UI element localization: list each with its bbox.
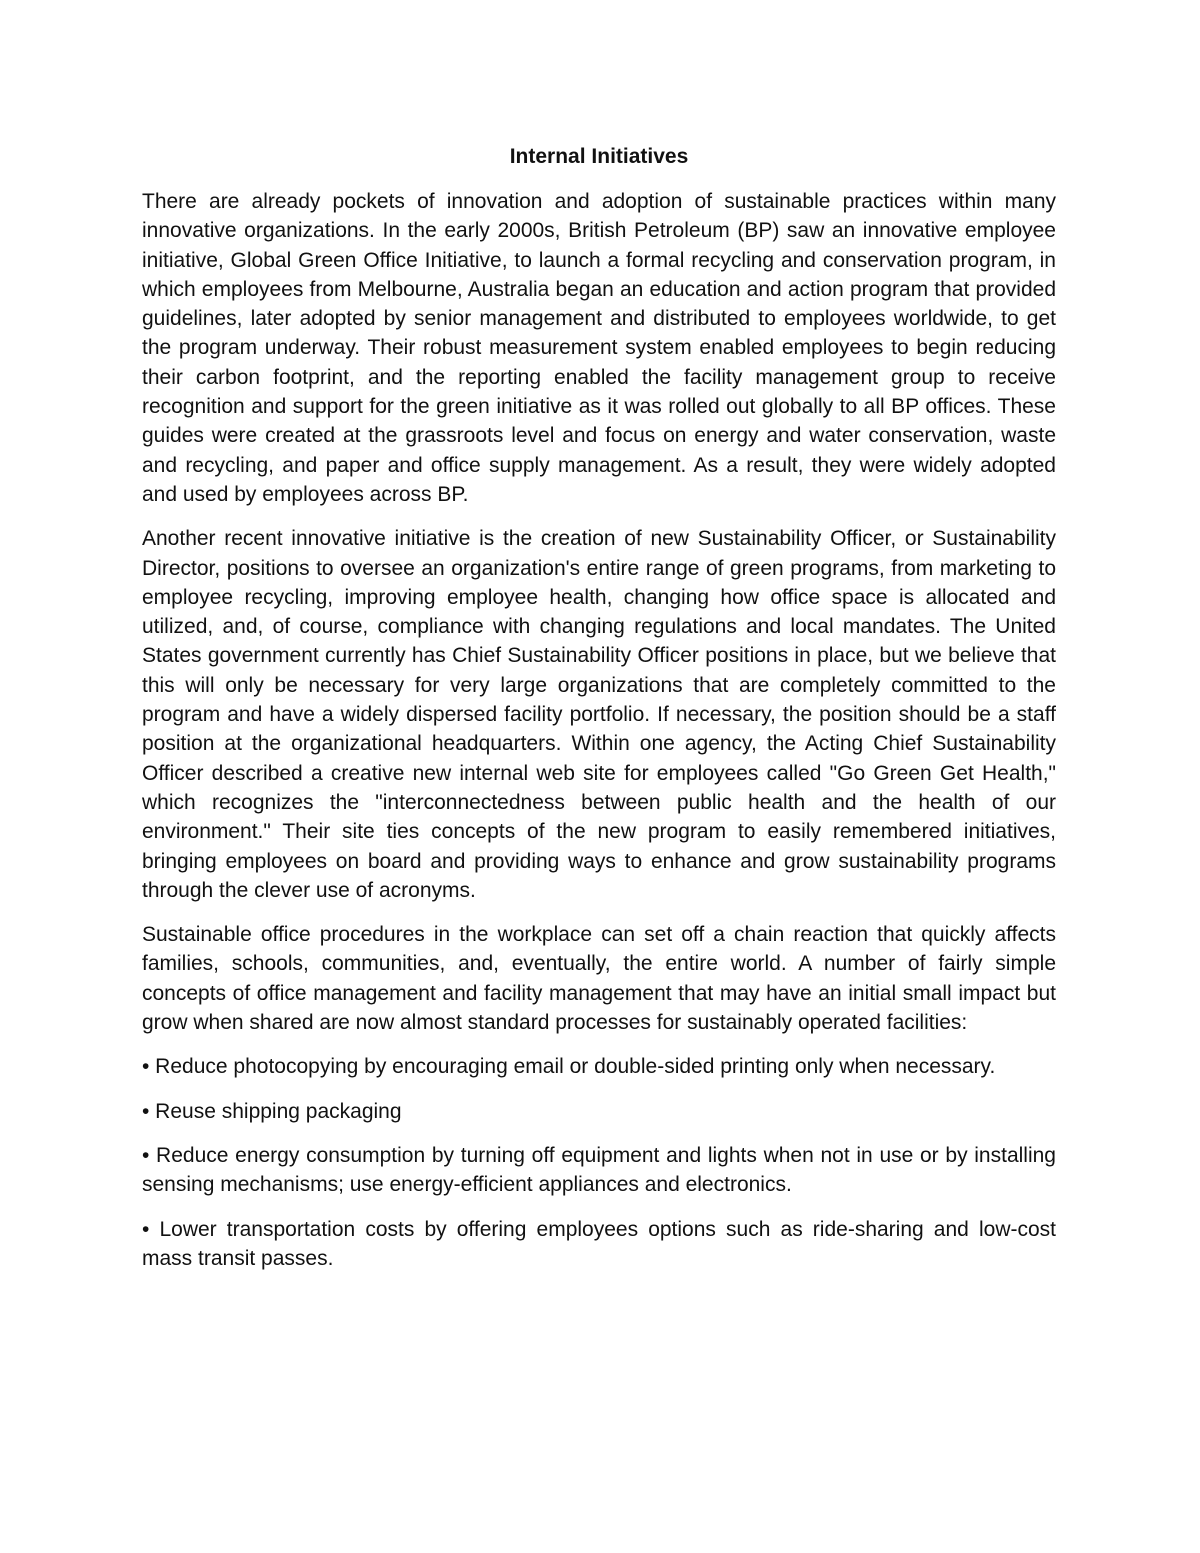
list-item-energy: • Reduce energy consumption by turning off equipment and lights when not in use or by installing sensing mechanisms; use energy-efficient appliances and electronics. bbox=[142, 1143, 1056, 1197]
paragraph-bp-initiative: There are already pockets of innovation and adoption of sustainable practices within many innovative organizations. In the early 2000s, British Petroleum (BP) saw an innovative employee initiative, Global Green Office Initiative, to launch a formal recycling and conservation program, in which employees from Melbourne, Australia began an education and action program that provided guidelines, later adopted by senior management and distributed to employees worldwide, to get the program underway. Their robust measurement system enabled employees to begin reducing their carbon footprint, and the reporting enabled the facility management group to receive recognition and support for the green initiative as it was rolled out globally to all BP offices. These guides were created at the grassroots level and focus on energy and water conservation, waste and recycling, and paper and office supply management. As a result, they were widely adopted and used by employees across BP. bbox=[142, 190, 1056, 506]
procedures-list bbox=[142, 1052, 1056, 1273]
list-item-photocopying: • Reduce photocopying by encouraging email or double-sided printing only when necessary. bbox=[142, 1055, 996, 1079]
list-item-transportation: • Lower transportation costs by offering employees options such as ride-sharing and low-cost mass transit passes. bbox=[142, 1217, 1056, 1270]
document-title: Internal Initiatives bbox=[509, 145, 689, 168]
paragraph-office-procedures: Sustainable office procedures in the workplace can set off a chain reaction that quickly affects families, schools, communities, and, eventually, the entire world. A number of fairly simple concepts of office management and facility management that may have an initial small impact but grow when shared are now almost standard processes for sustainably operated facilities: bbox=[142, 923, 1056, 1035]
list-item-packaging: • Reuse shipping packaging bbox=[142, 1099, 402, 1123]
paragraph-sustainability-officer: Another recent innovative initiative is the creation of new Sustainability Officer, or Sustainability Director, positions to oversee an organization's entire range of green programs, from marketing to employee recycling, improving employee health, changing how office space is allocated and utilized, and, of course, compliance with changing regulations and local mandates. The United States government currently has Chief Sustainability Officer positions in place, but we believe that this will only be necessary for very large organizations that are completely committed to the program and have a widely dispersed facility portfolio. If necessary, the position should be a staff position at the organizational headquarters. Within one agency, the Acting Chief Sustainability Officer described a creative new internal web site for employees called "Go Green Get Health," which recognizes the "interconnectedness between public health and the health of our environment." Their site ties concepts of the new program to easily remembered initiatives, bringing employees on board and providing ways to enhance and grow sustainability programs through the clever use of acronyms. bbox=[142, 527, 1056, 902]
document-body bbox=[142, 142, 1056, 1288]
